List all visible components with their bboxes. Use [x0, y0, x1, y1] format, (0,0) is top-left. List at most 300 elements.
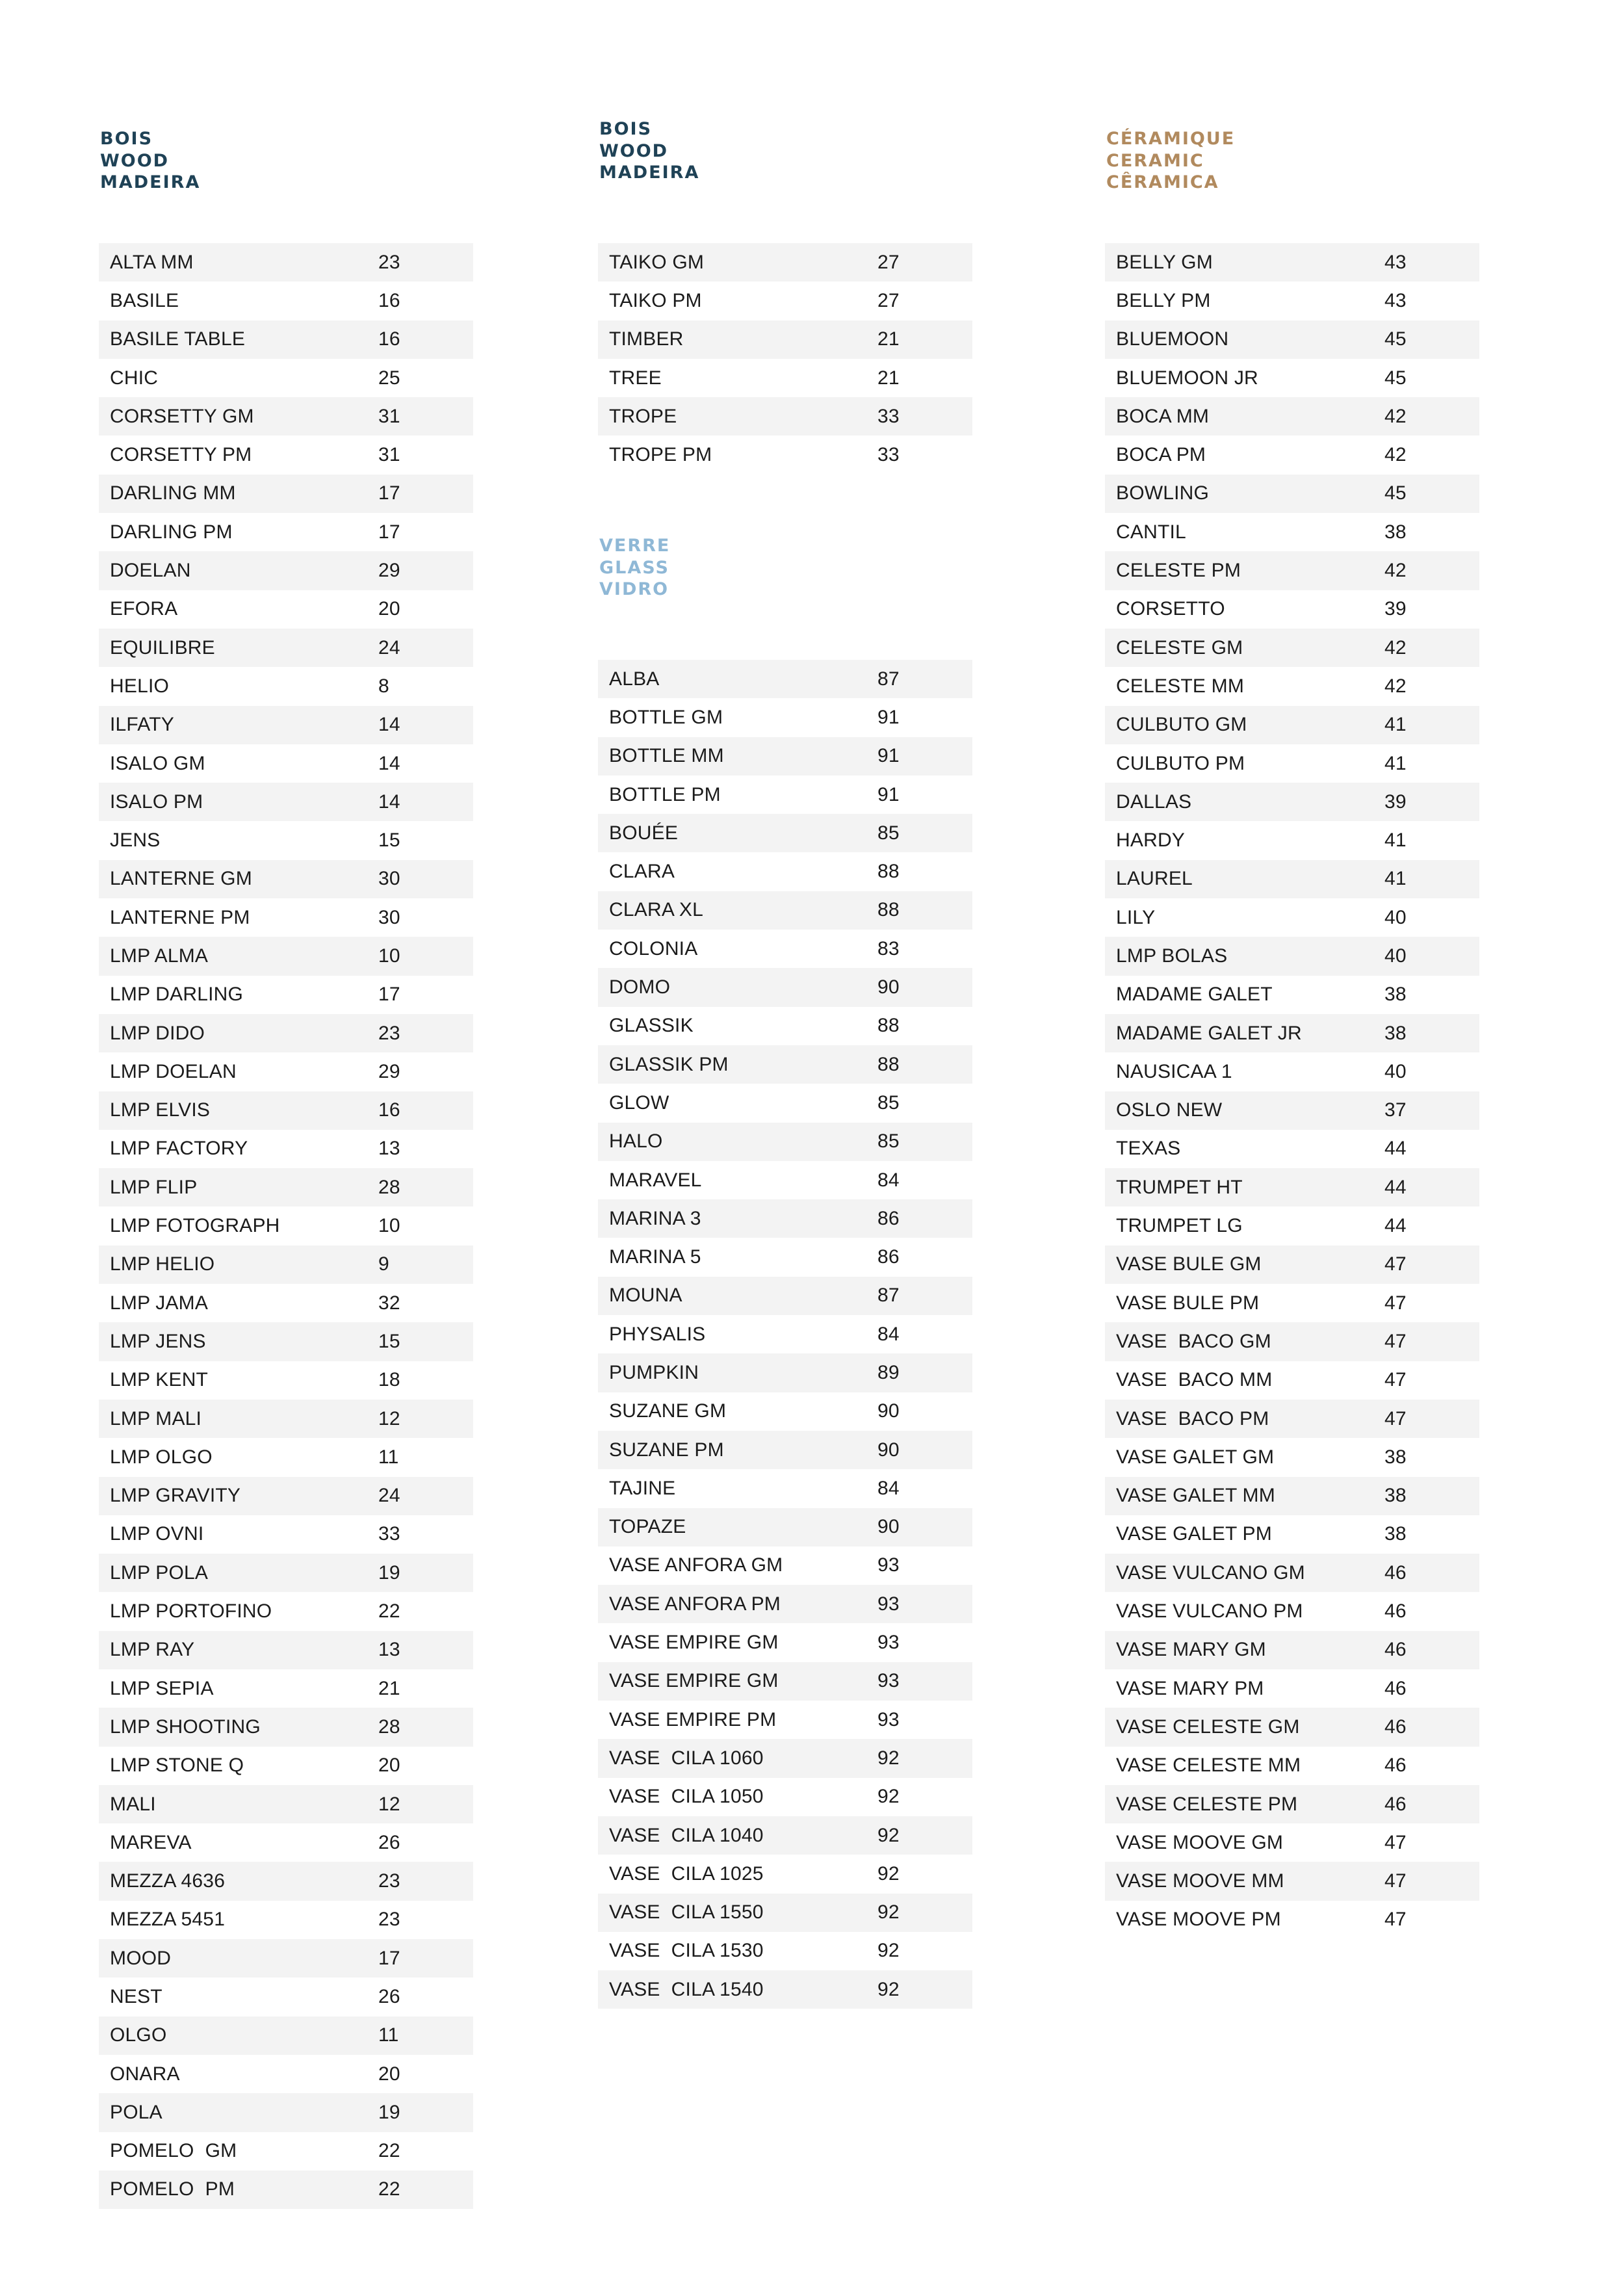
index-row [99, 1785, 473, 1823]
page-number: 43 [1384, 289, 1407, 311]
product-name: TRUMPET LG [1116, 1215, 1243, 1237]
index-row [1105, 667, 1479, 705]
index-row [99, 1400, 473, 1438]
page-number: 47 [1384, 1369, 1407, 1391]
index-row [598, 1431, 972, 1469]
index-row [99, 1322, 473, 1361]
page-number: 84 [877, 1169, 900, 1191]
page-number: 16 [378, 328, 400, 350]
index-row [99, 2132, 473, 2171]
product-name: MAREVA [110, 1831, 192, 1853]
index-row [1105, 860, 1479, 898]
product-name: EQUILIBRE [110, 636, 215, 659]
page-number: 25 [378, 367, 400, 389]
page-number: 38 [1384, 1485, 1407, 1507]
page-number: 16 [378, 1099, 400, 1121]
product-name: CANTIL [1116, 521, 1186, 543]
page-number: 90 [877, 976, 900, 998]
page-number: 91 [877, 745, 900, 767]
product-name: DARLING PM [110, 521, 233, 543]
index-row [598, 1007, 972, 1045]
product-name: VASE EMPIRE PM [609, 1708, 777, 1730]
index-row [1105, 1438, 1479, 1476]
index-row [99, 629, 473, 667]
index-list-wood [99, 243, 473, 2209]
product-name: LANTERNE GM [110, 868, 252, 890]
product-name: BELLY GM [1116, 251, 1213, 273]
index-row [1105, 1592, 1479, 1630]
index-row [1105, 1747, 1479, 1785]
product-name: LMP DIDO [110, 1022, 205, 1044]
product-name: NAUSICAA 1 [1116, 1060, 1232, 1082]
page-number: 22 [378, 2178, 400, 2200]
index-row [598, 320, 972, 359]
index-row [598, 397, 972, 436]
index-row [1105, 1554, 1479, 1592]
product-name: TAJINE [609, 1477, 676, 1499]
product-name: BOWLING [1116, 482, 1210, 504]
product-name: LMP SHOOTING [110, 1715, 261, 1738]
page-number: 46 [1384, 1561, 1407, 1584]
product-name: LMP GRAVITY [110, 1485, 241, 1507]
section-heading-wood [100, 128, 200, 194]
page-number: 88 [877, 1053, 900, 1075]
page-number: 85 [877, 822, 900, 844]
index-row [598, 436, 972, 474]
index-row [1105, 1477, 1479, 1515]
page-number: 17 [378, 1947, 400, 1969]
product-name: CORSETTY PM [110, 444, 252, 466]
product-name: VASE VULCANO GM [1116, 1561, 1305, 1584]
product-name: POMELO PM [110, 2178, 235, 2200]
page-number: 87 [877, 1285, 900, 1307]
page-number: 29 [378, 560, 400, 582]
product-name: MOUNA [609, 1285, 682, 1307]
index-row [1105, 1014, 1479, 1052]
product-name: BOTTLE GM [609, 706, 723, 728]
page-number: 90 [877, 1400, 900, 1422]
index-row [99, 397, 473, 436]
page-number: 92 [877, 1901, 900, 1924]
index-row [598, 281, 972, 320]
page-number: 27 [877, 251, 900, 273]
product-name: BELLY PM [1116, 289, 1211, 311]
product-name: VASE MOOVE GM [1116, 1831, 1284, 1853]
product-name: MADAME GALET JR [1116, 1022, 1302, 1044]
page-number: 31 [378, 444, 400, 466]
index-row [99, 860, 473, 898]
page-number: 41 [1384, 752, 1407, 774]
product-name: CORSETTO [1116, 598, 1225, 620]
product-name: VASE BACO PM [1116, 1407, 1269, 1429]
product-name: HELIO [110, 675, 170, 697]
index-row [598, 1855, 972, 1893]
heading-line-fr: BOIS [100, 129, 153, 149]
page-number: 43 [1384, 251, 1407, 273]
page-number: 46 [1384, 1600, 1407, 1623]
index-row [1105, 475, 1479, 513]
index-row [99, 590, 473, 629]
page-number: 40 [1384, 906, 1407, 928]
product-name: BOCA PM [1116, 444, 1206, 466]
product-name: TAIKO GM [609, 251, 705, 273]
product-name: LMP FACTORY [110, 1138, 248, 1160]
index-row [598, 1469, 972, 1507]
index-row [1105, 783, 1479, 821]
page-number: 42 [1384, 636, 1407, 659]
index-row [99, 1477, 473, 1515]
page-number: 27 [877, 289, 900, 311]
page-number: 20 [378, 598, 400, 620]
product-name: VASE CELESTE GM [1116, 1715, 1300, 1738]
page-number: 41 [1384, 829, 1407, 852]
index-row [598, 1277, 972, 1315]
index-row [598, 1161, 972, 1199]
page-number: 47 [1384, 1330, 1407, 1352]
page-number: 30 [378, 906, 400, 928]
product-name: VASE ANFORA GM [609, 1554, 783, 1576]
product-name: VASE CILA 1550 [609, 1901, 764, 1924]
product-name: LILY [1116, 906, 1156, 928]
product-name: OLGO [110, 2024, 167, 2046]
page-number: 39 [1384, 598, 1407, 620]
product-name: ILFATY [110, 714, 175, 736]
page-number: 86 [877, 1246, 900, 1268]
index-list-glass [598, 660, 972, 2009]
product-name: LMP PORTOFINO [110, 1600, 272, 1623]
index-row [598, 1546, 972, 1585]
product-name: COLONIA [609, 937, 698, 959]
product-name: LMP DOELAN [110, 1060, 237, 1082]
page-number: 45 [1384, 482, 1407, 504]
product-name: TAIKO PM [609, 289, 702, 311]
index-list-wood-continued [598, 243, 972, 475]
index-row [1105, 898, 1479, 937]
index-row [598, 1816, 972, 1855]
index-row [598, 1739, 972, 1777]
product-name: GLASSIK PM [609, 1053, 729, 1075]
page-number: 14 [378, 714, 400, 736]
product-name: VASE EMPIRE GM [609, 1632, 779, 1654]
index-row [1105, 1901, 1479, 1939]
page-number: 33 [378, 1523, 400, 1545]
product-name: LMP FLIP [110, 1176, 198, 1198]
page-number: 26 [378, 1831, 400, 1853]
product-name: BOCA MM [1116, 405, 1210, 427]
page-number: 38 [1384, 1523, 1407, 1545]
product-name: SUZANE PM [609, 1439, 724, 1461]
page-number: 11 [378, 2024, 399, 2046]
product-name: BASILE [110, 289, 179, 311]
index-row [99, 1515, 473, 1554]
page-number: 93 [877, 1593, 900, 1615]
page-number: 47 [1384, 1870, 1407, 1892]
product-name: ISALO GM [110, 752, 205, 774]
page-number: 40 [1384, 945, 1407, 967]
product-name: TIMBER [609, 328, 684, 350]
product-name: LMP DARLING [110, 984, 244, 1006]
index-list-ceramic [1105, 243, 1479, 1939]
index-row [99, 1592, 473, 1630]
index-row [598, 1353, 972, 1392]
index-row [99, 2093, 473, 2132]
index-row [1105, 1785, 1479, 1823]
page-number: 84 [877, 1323, 900, 1345]
index-row [99, 513, 473, 551]
index-row [1105, 706, 1479, 744]
index-row [99, 1631, 473, 1669]
product-name: LMP OVNI [110, 1523, 204, 1545]
product-name: VASE CELESTE MM [1116, 1755, 1301, 1777]
page-number: 9 [378, 1253, 389, 1275]
page-number: 46 [1384, 1639, 1407, 1661]
page-number: 85 [877, 1091, 900, 1114]
product-name: BLUEMOON [1116, 328, 1229, 350]
product-name: MADAME GALET [1116, 984, 1273, 1006]
index-row [1105, 1400, 1479, 1438]
page-number: 23 [378, 1022, 400, 1044]
index-row [99, 1554, 473, 1592]
product-name: VASE MOOVE PM [1116, 1909, 1281, 1931]
page-number: 92 [877, 1862, 900, 1885]
product-name: GLOW [609, 1091, 669, 1114]
index-row [1105, 513, 1479, 551]
page-number: 46 [1384, 1715, 1407, 1738]
index-row [1105, 937, 1479, 975]
index-row [598, 1585, 972, 1623]
product-name: VASE EMPIRE GM [609, 1670, 779, 1692]
product-name: LMP KENT [110, 1369, 209, 1391]
index-row [99, 667, 473, 705]
page-number: 33 [877, 444, 900, 466]
page-number: 42 [1384, 560, 1407, 582]
product-name: EFORA [110, 598, 178, 620]
page-number: 44 [1384, 1176, 1407, 1198]
index-row [1105, 1207, 1479, 1245]
index-row [598, 852, 972, 891]
index-row [1105, 1515, 1479, 1554]
index-row [99, 1207, 473, 1245]
page-number: 90 [877, 1439, 900, 1461]
index-row [1105, 1322, 1479, 1361]
product-name: VASE MARY GM [1116, 1639, 1266, 1661]
heading-line-pt: CÊRAMICA [1106, 172, 1219, 192]
heading-line-en: CERAMIC [1106, 150, 1204, 171]
page-number: 91 [877, 706, 900, 728]
index-row [99, 1014, 473, 1052]
product-name: BOTTLE MM [609, 745, 724, 767]
index-row [1105, 1052, 1479, 1091]
page-number: 47 [1384, 1292, 1407, 1314]
index-row [598, 1894, 972, 1932]
product-name: TROPE PM [609, 444, 712, 466]
product-name: PHYSALIS [609, 1323, 706, 1345]
page-number: 92 [877, 1786, 900, 1808]
page-number: 26 [378, 1986, 400, 2007]
heading-line-en: WOOD [599, 140, 669, 161]
page-number: 31 [378, 405, 400, 427]
index-row [1105, 551, 1479, 590]
product-name: CULBUTO GM [1116, 714, 1247, 736]
heading-line-pt: MADEIRA [100, 172, 201, 192]
index-row [99, 1669, 473, 1708]
page-number: 83 [877, 937, 900, 959]
page-number: 13 [378, 1138, 400, 1160]
product-name: ALTA MM [110, 251, 194, 273]
page-number: 90 [877, 1516, 900, 1538]
page-number: 44 [1384, 1215, 1407, 1237]
index-row [598, 1123, 972, 1161]
product-name: TOPAZE [609, 1516, 686, 1538]
page-number: 20 [378, 1755, 400, 1777]
product-name: CELESTE MM [1116, 675, 1245, 697]
product-name: DOMO [609, 976, 671, 998]
heading-line-fr: CÉRAMIQUE [1106, 129, 1236, 149]
page-number: 15 [378, 1330, 400, 1352]
index-row [1105, 436, 1479, 474]
product-name: DARLING MM [110, 482, 236, 504]
index-row [1105, 243, 1479, 281]
page-number: 33 [877, 405, 900, 427]
page-number: 8 [378, 675, 389, 697]
product-name: MARINA 3 [609, 1207, 701, 1229]
product-name: VASE ANFORA PM [609, 1593, 781, 1615]
page-number: 30 [378, 868, 400, 890]
product-name: LMP POLA [110, 1561, 209, 1584]
page-number: 92 [877, 1824, 900, 1846]
index-row [598, 1084, 972, 1122]
product-name: VASE GALET GM [1116, 1446, 1275, 1468]
product-name: LMP ALMA [110, 945, 209, 967]
page-number: 17 [378, 482, 400, 504]
index-row [99, 706, 473, 744]
index-row [99, 1823, 473, 1862]
index-row [598, 1662, 972, 1701]
index-row [598, 698, 972, 737]
index-row [99, 976, 473, 1014]
product-name: NEST [110, 1986, 162, 2007]
index-row [99, 1052, 473, 1091]
product-name: CELESTE PM [1116, 560, 1241, 582]
index-row [598, 359, 972, 397]
index-row [1105, 1168, 1479, 1207]
page-number: 23 [378, 251, 400, 273]
page-number: 15 [378, 829, 400, 852]
index-row [99, 1168, 473, 1207]
index-row [99, 359, 473, 397]
index-row [1105, 1862, 1479, 1900]
index-row [99, 744, 473, 783]
index-row [598, 1508, 972, 1546]
index-row [598, 1315, 972, 1353]
page-number: 12 [378, 1407, 400, 1429]
page-number: 23 [378, 1909, 400, 1931]
product-name: VASE CILA 1060 [609, 1747, 764, 1769]
page-number: 37 [1384, 1099, 1407, 1121]
index-row [598, 1623, 972, 1662]
index-row [598, 1238, 972, 1276]
index-row [99, 1091, 473, 1130]
index-row [1105, 281, 1479, 320]
page-number: 21 [877, 328, 900, 350]
index-row [598, 968, 972, 1006]
index-row [99, 1977, 473, 2016]
product-name: VASE BACO MM [1116, 1369, 1273, 1391]
product-name: LMP ELVIS [110, 1099, 211, 1121]
index-row [99, 821, 473, 859]
heading-line-en: GLASS [599, 557, 669, 578]
page-number: 21 [877, 367, 900, 389]
page-number: 18 [378, 1369, 400, 1391]
index-row [99, 2055, 473, 2093]
product-name: VASE CILA 1040 [609, 1824, 764, 1846]
page-number: 93 [877, 1632, 900, 1654]
index-row [99, 937, 473, 975]
index-row [1105, 590, 1479, 629]
product-name: HARDY [1116, 829, 1186, 852]
page-number: 19 [378, 1561, 400, 1584]
index-row [99, 475, 473, 513]
product-name: LMP JAMA [110, 1292, 209, 1314]
index-row [99, 320, 473, 359]
product-name: BOTTLE PM [609, 783, 721, 805]
index-row [99, 281, 473, 320]
product-name: LMP FOTOGRAPH [110, 1215, 280, 1237]
product-name: VASE CILA 1050 [609, 1786, 764, 1808]
index-row [1105, 976, 1479, 1014]
product-name: MALI [110, 1793, 156, 1815]
product-name: OSLO NEW [1116, 1099, 1223, 1121]
page-number: 87 [877, 668, 900, 690]
product-name: MEZZA 5451 [110, 1909, 226, 1931]
index-row [99, 1747, 473, 1785]
product-name: TROPE [609, 405, 677, 427]
index-row [598, 243, 972, 281]
index-row [99, 1901, 473, 1939]
page-number: 41 [1384, 868, 1407, 890]
product-name: VASE VULCANO PM [1116, 1600, 1303, 1623]
product-name: HALO [609, 1130, 663, 1153]
index-row [598, 1199, 972, 1238]
product-name: MOOD [110, 1947, 172, 1969]
product-name: DALLAS [1116, 790, 1192, 813]
index-row [1105, 320, 1479, 359]
page-number: 28 [378, 1176, 400, 1198]
product-name: TEXAS [1116, 1138, 1181, 1160]
product-name: TREE [609, 367, 662, 389]
page-number: 10 [378, 1215, 400, 1237]
index-row [99, 783, 473, 821]
page-number: 14 [378, 752, 400, 774]
product-name: LMP HELIO [110, 1253, 215, 1275]
index-row [598, 776, 972, 814]
product-name: SUZANE GM [609, 1400, 727, 1422]
page-number: 88 [877, 1015, 900, 1037]
index-row [598, 1778, 972, 1816]
product-name: BLUEMOON JR [1116, 367, 1258, 389]
page-number: 88 [877, 861, 900, 883]
page-number: 40 [1384, 1060, 1407, 1082]
heading-line-en: WOOD [100, 150, 170, 171]
product-name: DOELAN [110, 560, 191, 582]
index-row [1105, 744, 1479, 783]
page-number: 22 [378, 1600, 400, 1623]
index-row [99, 436, 473, 474]
product-name: MEZZA 4636 [110, 1870, 226, 1892]
page-number: 24 [378, 1485, 400, 1507]
product-name: VASE CELESTE PM [1116, 1793, 1298, 1815]
product-name: LAUREL [1116, 868, 1193, 890]
